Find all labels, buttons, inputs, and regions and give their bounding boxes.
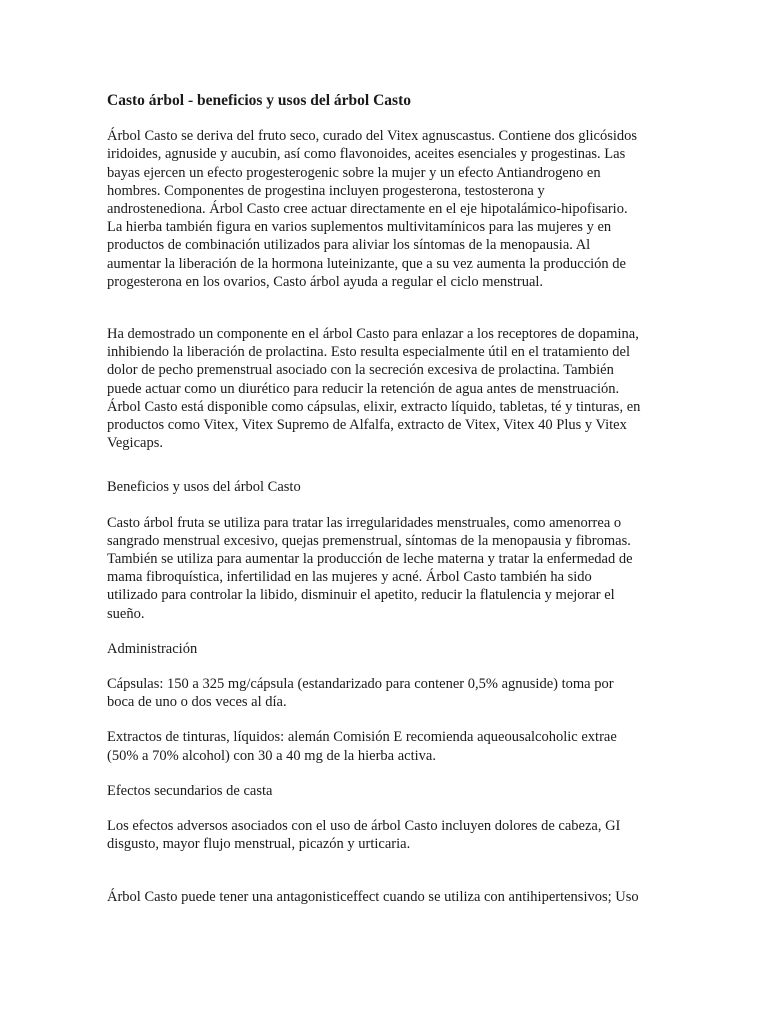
text-line: disgusto, mayor flujo menstrual, picazón y urticaria.	[107, 836, 411, 853]
text-line: bayas ejercen un efecto progesterogenic sobre la mujer y un efecto Antiandrogeno en	[107, 164, 601, 181]
text-line: productos de combinación utilizados para aliviar los síntomas de la menopausia. Al	[107, 237, 591, 254]
paragraph-capsules	[107, 675, 667, 711]
text-line: (50% a 70% alcohol) con 30 a 40 mg de la hierba activa.	[107, 747, 436, 764]
text-line: Árbol Casto está disponible como cápsulas, elixir, extracto líquido, tabletas, té y tinturas, en	[107, 398, 641, 415]
text-line: Cápsulas: 150 a 325 mg/cápsula (estandarizado para contener 0,5% agnuside) toma por	[107, 676, 614, 693]
text-line: utilizado para controlar la libido, disminuir el apetito, reducir la flatulencia y mejorar el	[107, 587, 615, 604]
text-line: Vegicaps.	[107, 435, 163, 452]
text-line: Ha demostrado un componente en el árbol Casto para enlazar a los receptores de dopamina,	[107, 326, 639, 343]
heading-administration: Administración	[107, 640, 198, 657]
text-line: Casto árbol fruta se utiliza para tratar las irregularidades menstruales, como amenorrea o	[107, 514, 622, 531]
text-line: sangrado menstrual excesivo, quejas premenstrual, síntomas de la menopausia y fibromas.	[107, 532, 631, 549]
text-line: inhibiendo la liberación de prolactina. Esto resulta especialmente útil en el tratamiento del	[107, 344, 631, 361]
paragraph-dopamine	[107, 325, 667, 452]
paragraph-interactions	[107, 888, 667, 906]
heading-benefits: Beneficios y usos del árbol Casto	[107, 479, 301, 496]
text-line: dolor de pecho premenstrual asociado con la secreción excesiva de prolactina. También	[107, 362, 614, 379]
text-line: Extractos de tinturas, líquidos: alemán Comisión E recomienda aqueousalcoholic extrae	[107, 729, 617, 746]
document-title: Casto árbol - beneficios y usos del árbol Casto	[107, 92, 411, 109]
text-line: androstenediona. Árbol Casto cree actuar directamente en el eje hipotalámico-hipofisario.	[107, 201, 628, 218]
paragraph-benefits	[107, 514, 667, 623]
text-line: boca de uno o dos veces al día.	[107, 694, 287, 711]
paragraph-tinctures	[107, 728, 667, 764]
text-line: progesterona en los ovarios, Casto árbol ayuda a regular el ciclo menstrual.	[107, 273, 544, 290]
text-line: puede actuar como un diurético para reducir la retención de agua antes de menstruación.	[107, 380, 620, 397]
text-line: aumentar la liberación de la hormona luteinizante, que a su vez aumenta la producción de	[107, 255, 626, 272]
text-line: sueño.	[107, 605, 145, 622]
text-line: productos como Vitex, Vitex Supremo de Alfalfa, extracto de Vitex, Vitex 40 Plus y Vitex	[107, 417, 627, 434]
heading-side-effects: Efectos secundarios de casta	[107, 782, 273, 799]
paragraph-adverse-effects	[107, 817, 667, 853]
text-line: Los efectos adversos asociados con el uso de árbol Casto incluyen dolores de cabeza, GI	[107, 818, 621, 835]
text-line: La hierba también figura en varios suplementos multivitamínicos para las mujeres y en	[107, 219, 612, 236]
paragraph-intro	[107, 127, 667, 291]
text-line: Árbol Casto se deriva del fruto seco, curado del Vitex agnuscastus. Contiene dos glicósidos	[107, 128, 638, 145]
text-line: hombres. Componentes de progestina incluyen progesterona, testosterona y	[107, 182, 545, 199]
text-line: Árbol Casto puede tener una antagonisticeffect cuando se utiliza con antihipertensivos; Uso	[107, 888, 639, 905]
text-line: iridoides, agnuside y aucubin, así como flavonoides, aceites esenciales y progestinas. Las	[107, 146, 626, 163]
document-page	[107, 92, 667, 906]
text-line: mama fibroquística, infertilidad en las mujeres y acné. Árbol Casto también ha sido	[107, 569, 592, 586]
text-line: También se utiliza para aumentar la producción de leche materna y tratar la enfermedad de	[107, 551, 633, 568]
